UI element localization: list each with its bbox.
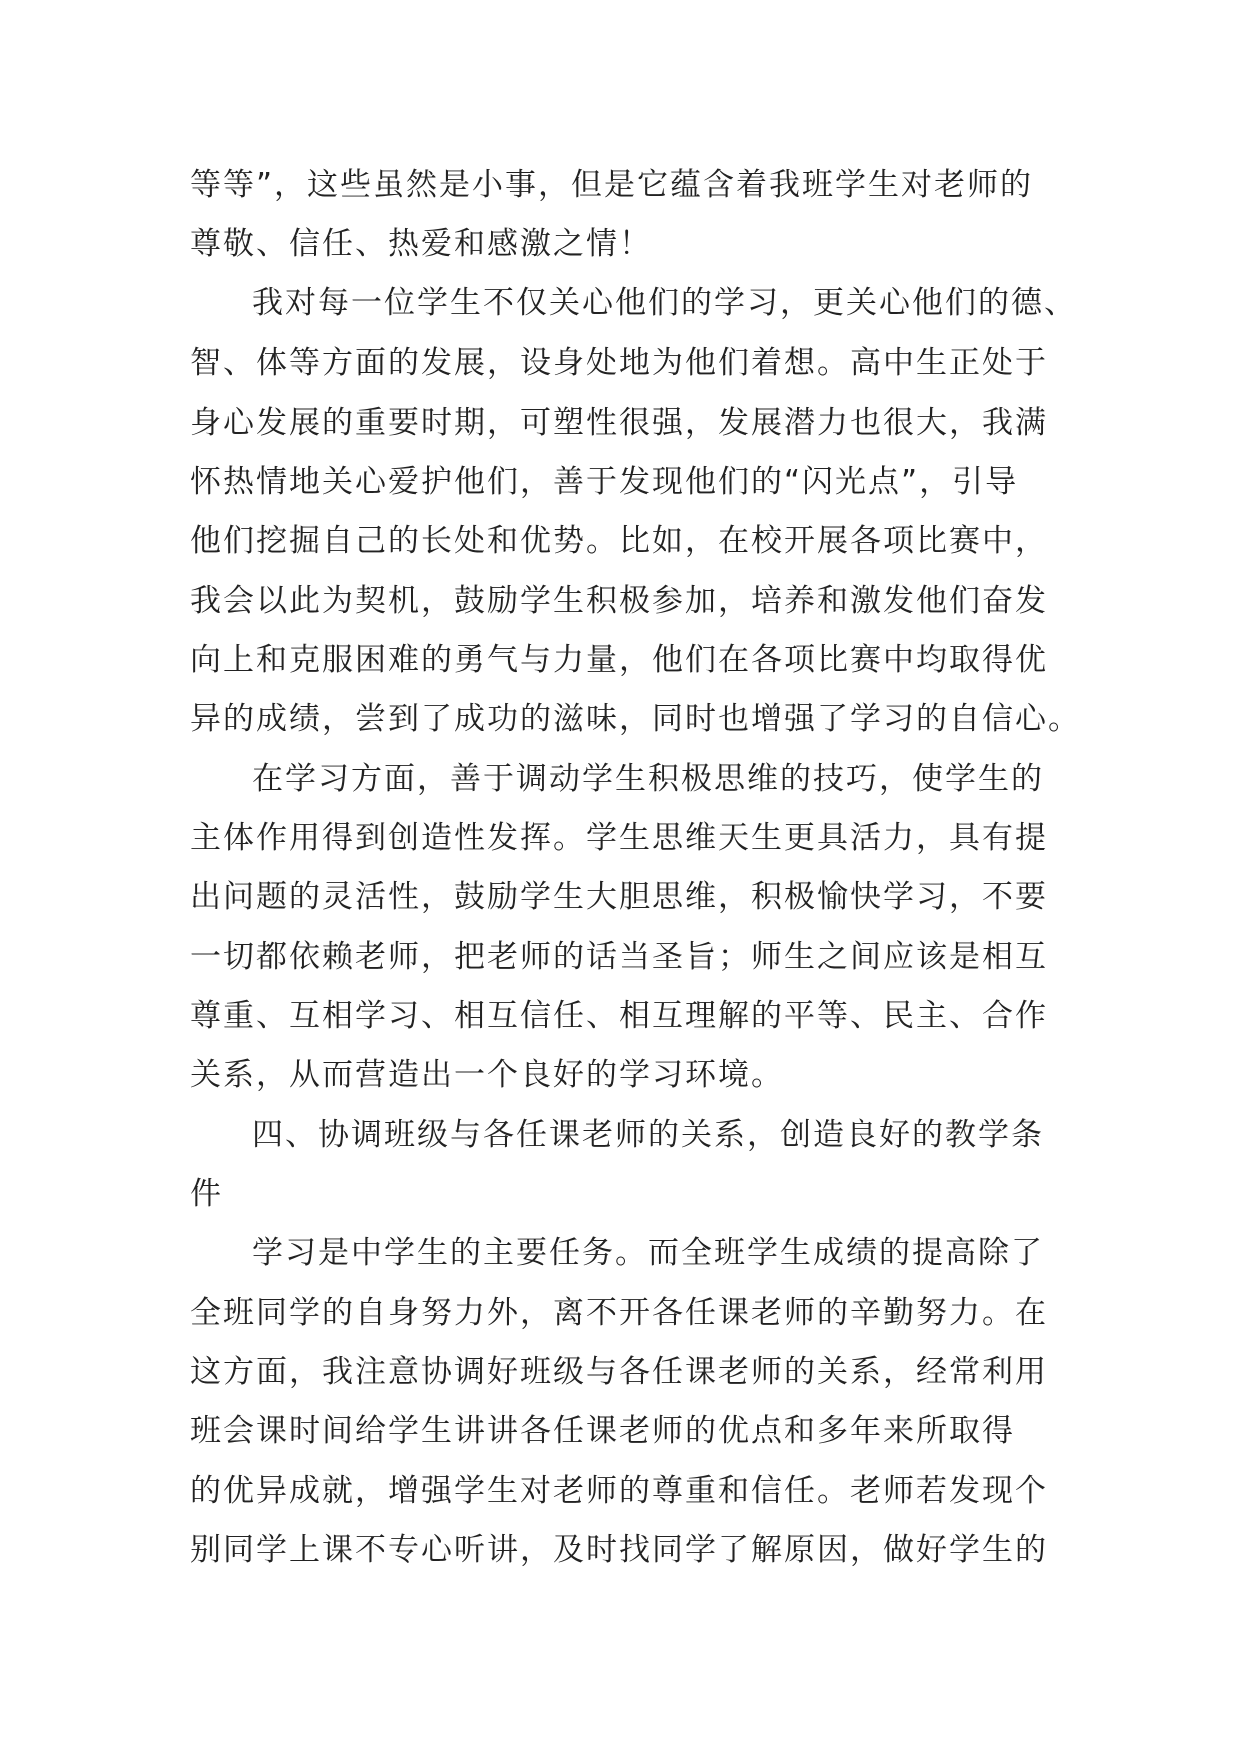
text-line: 智、体等方面的发展，设身处地为他们着想。高中生正处于	[190, 345, 1048, 381]
text-line: 身心发展的重要时期，可塑性很强，发展潜力也很大，我满	[190, 405, 1048, 441]
text-line: 向上和克服困难的勇气与力量，他们在各项比赛中均取得优	[190, 642, 1048, 678]
text-line: 异的成绩，尝到了成功的滋味，同时也增强了学习的自信心。	[190, 701, 1081, 737]
text-line: 尊敬、信任、热爱和感激之情！	[190, 226, 652, 262]
text-line: 我会以此为契机，鼓励学生积极参加，培养和激发他们奋发	[190, 583, 1048, 619]
text-line: 的优异成就，增强学生对老师的尊重和信任。老师若发现个	[190, 1473, 1048, 1509]
text-line: 全班同学的自身努力外，离不开各任课老师的辛勤努力。在	[190, 1295, 1048, 1331]
paragraph-first-line: 在学习方面，善于调动学生积极思维的技巧，使学生的	[252, 761, 1044, 797]
text-line: 别同学上课不专心听讲，及时找同学了解原因，做好学生的	[190, 1532, 1048, 1568]
text-line: 一切都依赖老师，把老师的话当圣旨；师生之间应该是相互	[190, 939, 1048, 975]
text-line: 尊重、互相学习、相互信任、相互理解的平等、民主、合作	[190, 998, 1048, 1034]
section-heading: 四、协调班级与各任课老师的关系，创造良好的教学条	[252, 1117, 1044, 1153]
text-line: 关系，从而营造出一个良好的学习环境。	[190, 1057, 784, 1093]
text-line: 怀热情地关心爱护他们，善于发现他们的“闪光点”，引导	[190, 464, 1019, 500]
text-line: 班会课时间给学生讲讲各任课老师的优点和多年来所取得	[190, 1413, 1015, 1449]
section-heading-continued: 件	[190, 1176, 223, 1212]
text-line: 等等”，这些虽然是小事，但是它蕴含着我班学生对老师的	[190, 167, 1034, 203]
text-line: 他们挖掘自己的长处和优势。比如，在校开展各项比赛中，	[190, 523, 1048, 559]
text-line: 出问题的灵活性，鼓励学生大胆思维，积极愉快学习，不要	[190, 879, 1048, 915]
paragraph-first-line: 我对每一位学生不仅关心他们的学习，更关心他们的德、	[252, 285, 1077, 321]
paragraph-first-line: 学习是中学生的主要任务。而全班学生成绩的提高除了	[252, 1235, 1044, 1271]
text-line: 主体作用得到创造性发挥。学生思维天生更具活力，具有提	[190, 820, 1048, 856]
text-line: 这方面，我注意协调好班级与各任课老师的关系，经常利用	[190, 1354, 1048, 1390]
